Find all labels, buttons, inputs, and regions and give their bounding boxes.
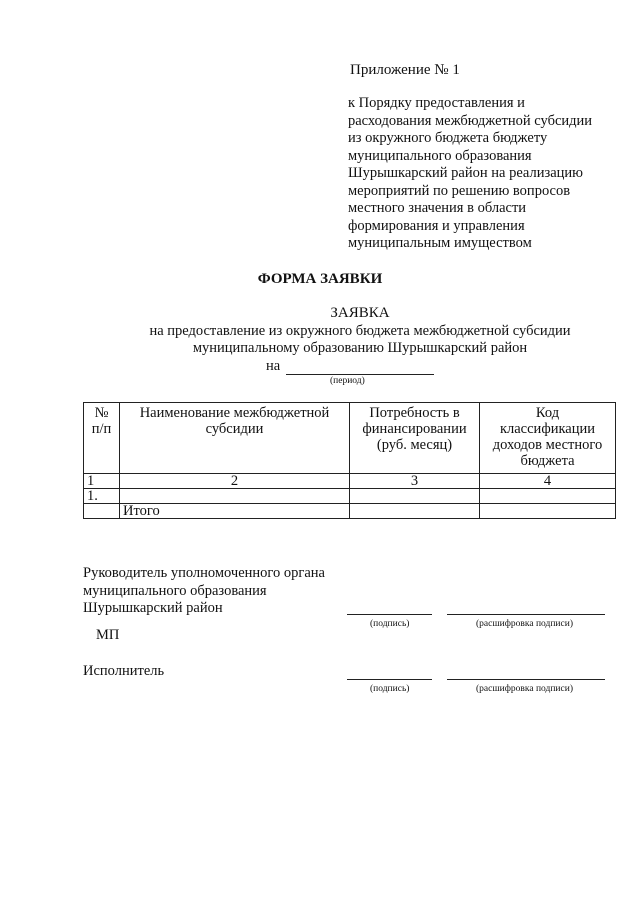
executor-signature-caption: (подпись) — [370, 684, 410, 694]
header-funding-need-line: Потребность в — [369, 405, 460, 421]
header-subsidy-name — [120, 403, 350, 474]
executor-decoding-caption: (расшифровка подписи) — [476, 684, 573, 694]
cell-name[interactable] — [120, 489, 350, 504]
column-number: 3 — [350, 474, 480, 489]
header-funding-need — [350, 403, 480, 474]
header-subsidy-name-line: Наименование межбюджетной — [139, 405, 330, 421]
column-number: 4 — [480, 474, 616, 489]
request-title: ЗАЯВКА — [330, 305, 390, 321]
annex-line: к Порядку предоставления и — [348, 95, 525, 111]
header-number — [84, 403, 120, 474]
header-income-code-line: Код — [535, 405, 560, 421]
annex-line: расходования межбюджетной субсидии — [348, 112, 593, 129]
head-signatory-line: Руководитель уполномоченного органа — [83, 565, 325, 581]
request-subtitle-line-1: на предоставление из окружного бюджета межбюджетной субсидии — [149, 323, 571, 339]
table-row — [84, 489, 616, 504]
table-column-numbers-row — [84, 474, 616, 489]
column-number: 2 — [120, 474, 350, 489]
annex-line: Шурышкарский район на реализацию — [348, 165, 584, 181]
cell-total-need[interactable] — [350, 504, 480, 519]
annex-line: мероприятий по решению вопросов — [348, 182, 571, 199]
annex-line: муниципальным имуществом — [348, 235, 532, 251]
header-income-code-line: доходов местного — [492, 437, 603, 453]
period-prefix: на — [266, 358, 281, 374]
cell-number — [84, 504, 120, 519]
header-income-code-line: классификации — [499, 421, 596, 437]
cell-code[interactable] — [480, 489, 616, 504]
head-decoding-caption: (расшифровка подписи) — [476, 619, 573, 629]
header-income-code-line: бюджета — [520, 453, 575, 469]
seal-place-label: МП — [96, 627, 120, 643]
cell-number: 1. — [84, 489, 120, 504]
cell-need[interactable] — [350, 489, 480, 504]
header-number-line: п/п — [91, 421, 112, 437]
form-title: ФОРМА ЗАЯВКИ — [257, 271, 383, 287]
annex-line: муниципального образования — [348, 147, 532, 164]
annex-description — [348, 95, 628, 253]
column-number: 1 — [84, 474, 120, 489]
executor-label: Исполнитель — [83, 663, 165, 679]
annex-line: формирования и управления — [348, 217, 525, 234]
annex-line: местного значения в области — [348, 200, 527, 216]
period-field-line[interactable] — [286, 374, 434, 375]
head-signatory-line: муниципального образования — [83, 582, 267, 599]
head-signatory-label — [83, 565, 325, 618]
request-subtitle-line-2: муниципальному образованию Шурышкарский район — [192, 340, 528, 356]
executor-signature-line[interactable] — [347, 679, 432, 680]
table-total-row — [84, 504, 616, 519]
annex-title: Приложение № 1 — [350, 62, 460, 78]
table-header-row — [84, 403, 616, 474]
cell-total-code[interactable] — [480, 504, 616, 519]
header-income-code — [480, 403, 616, 474]
header-subsidy-name-line: субсидии — [205, 421, 264, 437]
header-funding-need-line: финансировании — [362, 421, 467, 437]
head-signature-caption: (подпись) — [370, 619, 410, 629]
period-caption: (период) — [330, 376, 365, 386]
header-number-line: № — [94, 405, 109, 421]
annex-line: из окружного бюджета бюджету — [348, 130, 548, 146]
executor-decoding-line[interactable] — [447, 679, 605, 680]
head-decoding-line[interactable] — [447, 614, 605, 615]
header-funding-need-line: (руб. месяц) — [376, 437, 453, 453]
subsidy-table — [83, 402, 616, 519]
head-signature-line[interactable] — [347, 614, 432, 615]
cell-total-label: Итого — [120, 504, 350, 519]
head-signatory-line: Шурышкарский район — [83, 600, 223, 616]
